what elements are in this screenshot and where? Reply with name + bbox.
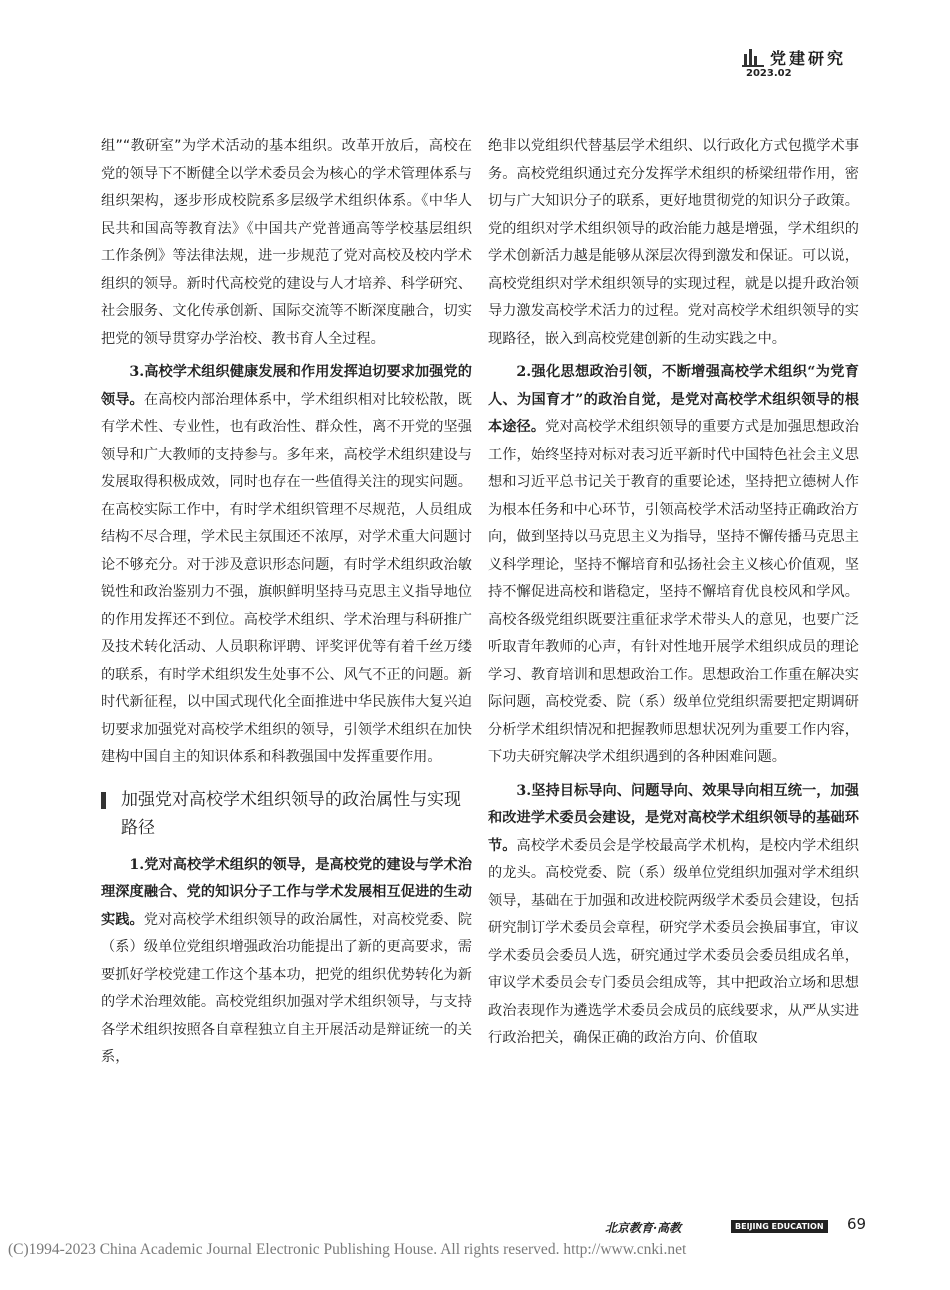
paragraph-body: 高校学术委员会是学校最高学术机构，是校内学术组织的龙头。高校党委、院（系）级单位党组织加强对学术组织领导，基础在于加强和改进校院两级学术委员会建设，包括研究制订学术委员会章程，研究学术委员会换届事宜，审议学术委员会委员人选，研究通过学术委员会委员组成名单，审议学术委员会专门委员会组成等，其中把政治立场和思想政治表现作为遴选学术委员会成员的底线要求，从严从实进行政治把关，确保正确的政治方向、价值取 — [488, 837, 859, 1046]
paragraph-body: 党对高校学术组织领导的政治属性，对高校党委、院（系）级单位党组织增强政治功能提出了新的更高要求，需要抓好学校党建工作这个基本功，把党的组织优势转化为新的学术治理效能。高校党组织加强对学术组织领导，与支持各学术组织按照各自章程独立自主开展活动是辩证统一的关系， — [101, 911, 472, 1065]
journal-section-title: 党建研究 — [770, 49, 847, 68]
section-heading — [101, 786, 472, 842]
paragraph: 组”“教研室”为学术活动的基本组织。改革开放后，高校在党的领导下不断健全以学术委员会为核心的学术管理体系与组织架构，逐步形成校院系多层级学术组织体系。《中华人民共和国高等教育法》《中国共产党普通高等学校基层组织工作条例》等法律法规，进一步规范了党对高校及校内学术组织的领导。新时代高校党的建设与人才培养、科学研究、社会服务、文化传承创新、国际交流等不断深度融合，切实把党的领导贯穿办学治校、教书育人全过程。 — [101, 138, 472, 347]
copyright-notice: (C)1994-2023 China Academic Journal Electronic Publishing House. All rights reserved. http://www.cnki.net — [8, 1241, 687, 1258]
paragraph — [488, 359, 859, 772]
right-column — [488, 133, 859, 1053]
issue-number: 2023.02 — [746, 68, 792, 79]
journal-brand-en: BEIJING EDUCATION — [731, 1220, 828, 1233]
paragraph-lead: 3.坚持目标导向、问题导向、效果导向相互统一，加强和改进学术委员会建设，是党对高校学术组织领导的基础环节。 — [488, 782, 859, 854]
paragraph: 绝非以党组织代替基层学术组织、以行政化方式包揽学术事务。高校党组织通过充分发挥学术组织的桥梁纽带作用，密切与广大知识分子的联系，更好地贯彻党的知识分子政策。党的组织对学术组织领导的政治能力越是增强，学术组织的学术创新活力越是能够从深层次得到激发和保证。可以说，高校党组织对学术组织领导的实现过程，就是以提升政治领导力激发高校学术活力的过程。党对高校学术组织领导的实现路径，嵌入到高校党建创新的生动实践之中。 — [488, 138, 859, 347]
section-heading-text: 加强党对高校学术组织领导的政治属性与实现路径 — [121, 789, 461, 838]
journal-brand: 北京教育·高教 — [605, 1221, 682, 1235]
paragraph — [488, 778, 859, 1053]
left-column — [101, 133, 472, 1072]
page-footer — [605, 1215, 875, 1239]
paragraph-lead: 3.高校学术组织健康发展和作用发挥迫切要求加强党的领导。 — [101, 364, 472, 408]
paragraph-lead: 1.党对高校学术组织的领导，是高校党的建设与学术治理深度融合、党的知识分子工作与学术发展相互促进的生动实践。 — [101, 856, 472, 928]
paragraph — [101, 359, 472, 772]
page-number: 69 — [847, 1215, 867, 1233]
page-header — [740, 46, 870, 80]
paragraph-body: 在高校内部治理体系中，学术组织相对比较松散，既有学术性、专业性，也有政治性、群众性，离不开党的坚强领导和广大教师的支持参与。多年来，高校学术组织建设与发展取得积极成效，同时也存在一些值得关注的现实问题。在高校实际工作中，有时学术组织管理不尽规范，人员组成结构不尽合理，学术民主氛围还不浓厚，对学术重大问题讨论不够充分。对于涉及意识形态问题，有时学术组织政治敏锐性和政治鉴别力不强，旗帜鲜明坚持马克思主义指导地位的作用发挥还不到位。高校学术组织、学术治理与科研推广及技术转化活动、人员职称评聘、评奖评优等有着千丝万缕的联系，有时学术组织发生处事不公、风气不正的问题。新时代新征程，以中国式现代化全面推进中华民族伟大复兴迫切要求加强党对高校学术组织的领导，引领学术组织在加快建构中国自主的知识体系和科教强国中发挥重要作用。 — [101, 391, 472, 765]
journal-logo-icon — [742, 46, 766, 68]
heading-bar — [101, 792, 106, 809]
paragraph-body: 党对高校学术组织领导的重要方式是加强思想政治工作，始终坚持对标对表习近平新时代中国特色社会主义思想和习近平总书记关于教育的重要论述，坚持把立德树人作为根本任务和中心环节，引领高校学术活动坚持正确政治方向，做到坚持以马克思主义为指导，坚持不懈传播马克思主义科学理论，坚持不懈培育和弘扬社会主义核心价值观，坚持不懈促进高校和谐稳定，坚持不懈培育优良校风和学风。高校各级党组织既要注重征求学术带头人的意见，也要广泛听取青年教师的心声，有针对性地开展学术组织成员的理论学习、教育培训和思想政治工作。思想政治工作重在解决实际问题，高校党委、院（系）级单位党组织需要把定期调研分析学术组织情况和把握教师思想状况列为重要工作内容，下功夫研究解决学术组织遇到的各种困难问题。 — [488, 419, 859, 765]
paragraph — [101, 852, 472, 1072]
paragraph-lead: 2.强化思想政治引领，不断增强高校学术组织“为党育人、为国育才”的政治自觉，是党对高校学术组织领导的根本途径。 — [488, 364, 859, 435]
